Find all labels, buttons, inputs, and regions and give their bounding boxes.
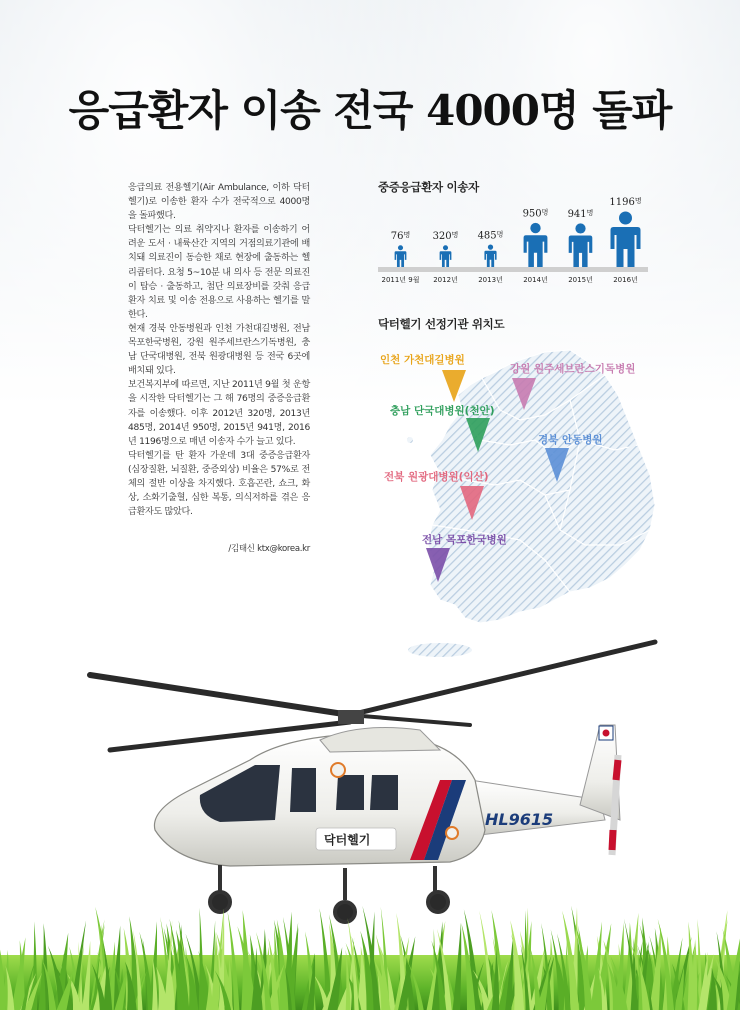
article-paragraph: 닥터헬기는 의료 취약지나 환자를 이송하기 어려운 도서 · 내륙산간 지역의 거점의료기관에 배치돼 의료진이 동승한 채로 현장에 출동하는 헬리콥터다. 요청 5~10분 내 의사 등 전문 의료진이 탑승 · 출동하고, 첨단 의료장비를 갖춰 응급환자 치료 및 이송 전용으로 사용하는 헬기를 말한다. xyxy=(128,225,310,320)
helicopter-illustration xyxy=(80,630,680,930)
hospital-label: 전남 목포한국병원 xyxy=(422,534,507,546)
cockpit-window xyxy=(200,765,280,822)
chart-data-label: $1196^명$ xyxy=(609,197,642,208)
hospital-label: 경북 안동병원 xyxy=(538,434,603,446)
headline: 응급환자 이송 전국 4000명 돌파 xyxy=(68,86,672,135)
map-title: 닥터헬기 선정기관 위치도 xyxy=(378,317,505,331)
chart-category-label: 2014년 xyxy=(523,276,548,284)
cabin-window xyxy=(290,768,316,812)
chart-baseline xyxy=(378,267,648,272)
helicopter-name: 닥터헬기 xyxy=(324,833,371,847)
chart-title: 중증응급환자 이송자 xyxy=(378,180,479,194)
chart-bar-person xyxy=(440,245,452,267)
chart-data-label: $76^명$ xyxy=(390,231,411,242)
chart-bar-person xyxy=(484,244,496,267)
logo-emblem xyxy=(446,827,458,839)
chart-data-label: $485^명$ xyxy=(477,230,504,242)
article-body xyxy=(128,181,310,519)
article-paragraph: 현재 경북 안동병원과 인천 가천대길병원, 전남 목포한국병원, 강원 원주세브란스기독병원, 충남 단국대병원, 전북 원광대병원 등 전국 6곳에 배치돼 있다. xyxy=(128,323,310,377)
article-paragraph: 닥터헬기를 탄 환자 가운데 3대 중증응급환자(심장질환, 뇌질환, 중증외상) 비율은 57%로 전체의 절반 이상을 차지했다. 호흡곤란, 쇼크, 화상, 소화기출혈, 심한 복통, 의식저하를 겪은 응급환자도 많았다. xyxy=(128,450,310,518)
chart-bar-person xyxy=(524,223,548,267)
chart-category-label: 2015년 xyxy=(568,276,593,284)
hospital-label: 강원 원주세브란스기독병원 xyxy=(510,363,636,375)
hospital-label: 전북 원광대병원(익산) xyxy=(384,471,489,483)
hospital-marker-incheon xyxy=(380,353,466,402)
chart-data-label: $950^명$ xyxy=(522,208,549,220)
chart-data-label: $320^명$ xyxy=(432,231,459,242)
byline: /김태신 ktx@korea.kr xyxy=(228,544,310,554)
island-shape xyxy=(407,437,413,443)
hospital-label: 충남 단국대병원(천안) xyxy=(390,405,495,417)
chart-category-label: 2011년 9월 xyxy=(381,276,420,284)
chart-bar-person xyxy=(395,245,407,267)
registration-mark: HL9615 xyxy=(485,810,554,829)
article-paragraph: 응급의료 전용헬기(Air Ambulance, 이하 닥터헬기)로 이송한 환자 수가 전국적으로 4000명을 돌파했다. xyxy=(128,183,310,222)
cabin-window xyxy=(370,775,398,810)
hospital-label: 인천 가천대길병원 xyxy=(380,354,465,366)
engine-housing xyxy=(320,728,440,752)
chart-category-label: 2012년 xyxy=(433,276,458,284)
chart-data-label: $941^명$ xyxy=(567,208,594,220)
logo-emblem xyxy=(331,763,345,777)
island-shape xyxy=(628,441,636,449)
chart-bar-person xyxy=(569,223,593,267)
chart-category-label: 2016년 xyxy=(613,276,638,284)
patient-transfer-chart xyxy=(378,195,648,290)
article-paragraph: 보건복지부에 따르면, 지난 2011년 9월 첫 운항을 시작한 닥터헬기는 그 해 76명의 중증응급환자를 이송했다. 이후 2012년 320명, 2013년 485명, 2014년 950명, 2015년 941명, 2016년 1196명으로 매년 이송자 수가 늘고 있다. xyxy=(128,380,310,447)
chart-category-label: 2013년 xyxy=(478,276,503,284)
grass-foreground xyxy=(0,900,740,1010)
chart-bar-person xyxy=(611,212,641,268)
cabin-window xyxy=(336,775,364,810)
hospital-location-map xyxy=(370,330,670,670)
